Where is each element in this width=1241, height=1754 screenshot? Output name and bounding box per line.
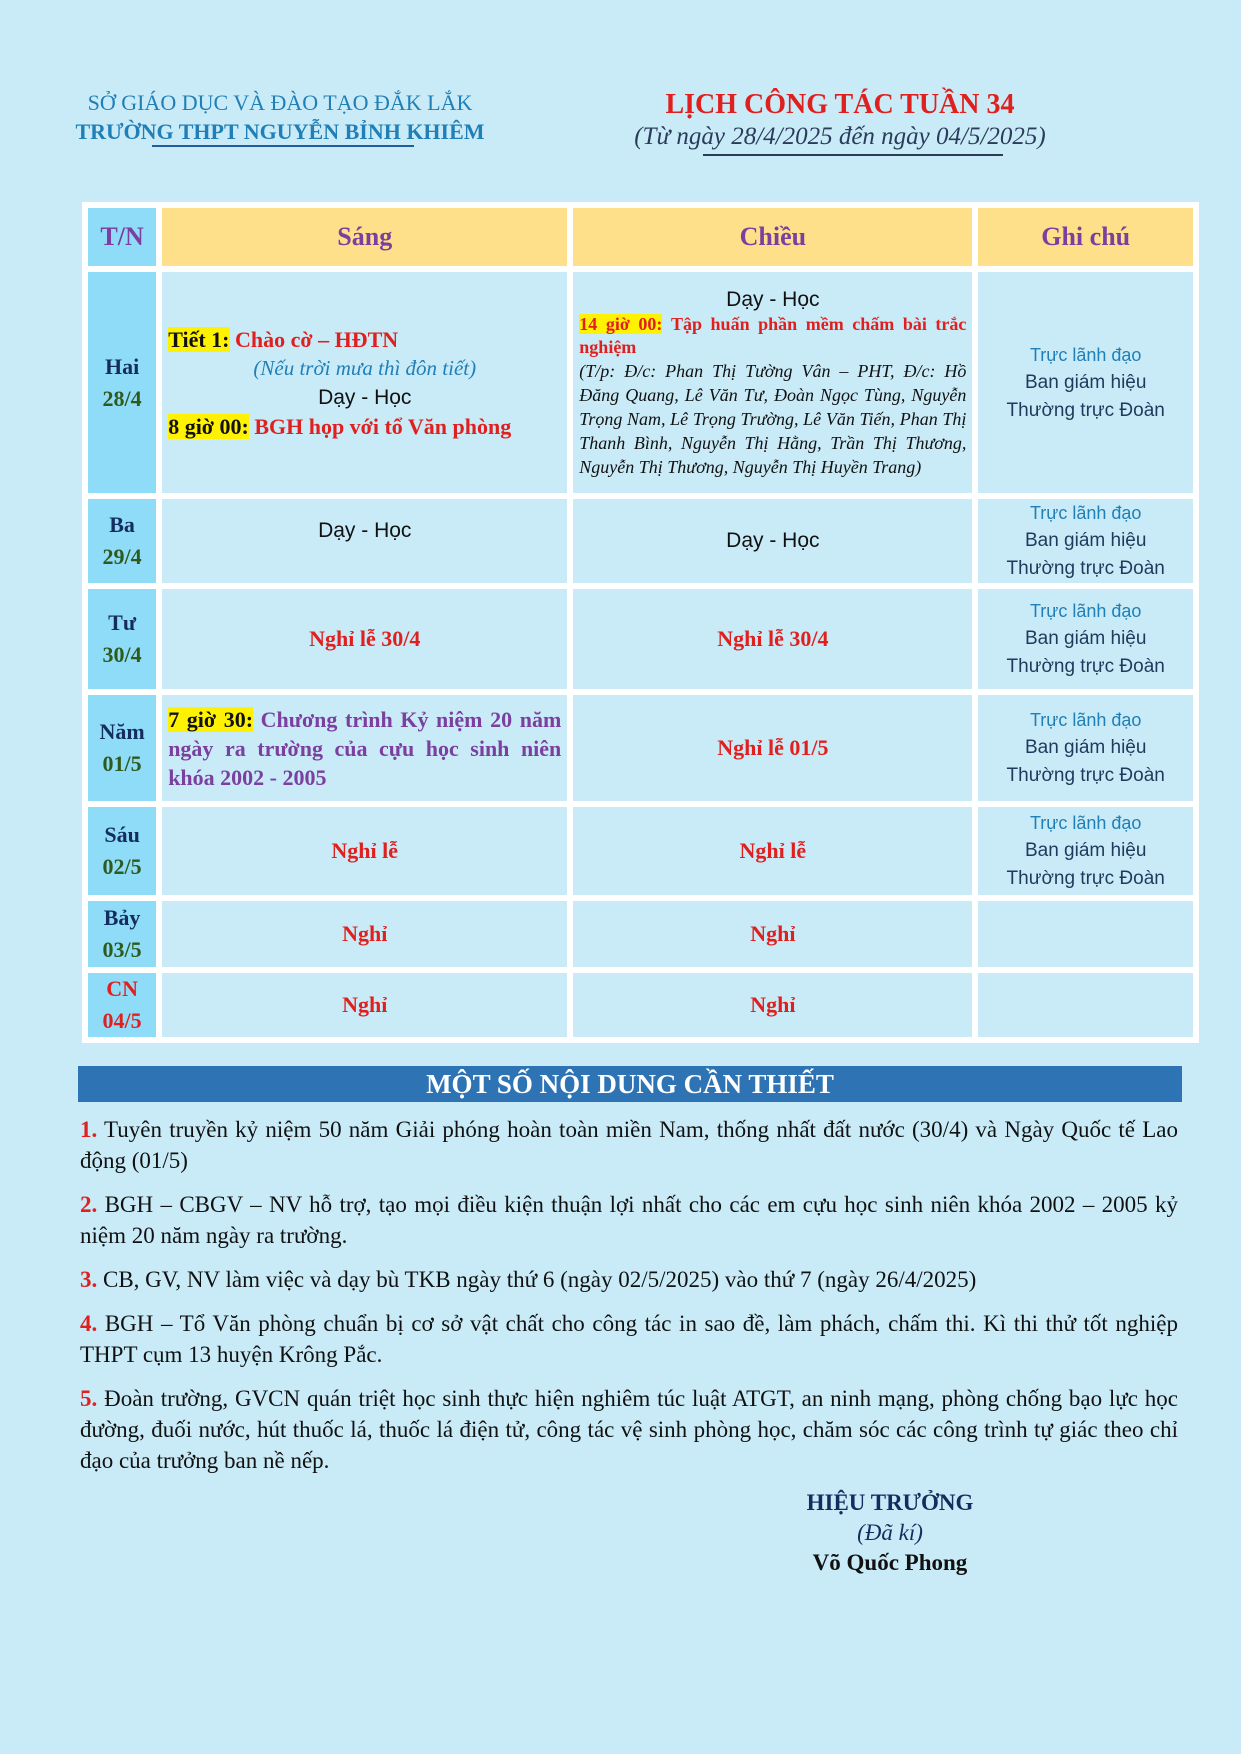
time-label: 8 giờ 00: [168,413,249,439]
table-row [88,589,1193,689]
item-number: 1. [80,1117,98,1142]
sang-line-4 [168,412,561,441]
table-row [88,695,1193,801]
note-line-1: Trực lãnh đạo [1029,710,1142,730]
note-line-1: Trực lãnh đạo [1029,601,1142,621]
item-number: 4. [80,1311,98,1336]
header-left [60,88,500,146]
note-line-1: Trực lãnh đạo [1029,344,1142,365]
note-cell [978,272,1193,493]
table-header-row [88,208,1193,266]
list-item [80,1383,1178,1476]
sang-cell [162,272,567,493]
sang-cell [162,695,567,801]
item-number: 5. [80,1386,98,1411]
list-item [80,1264,1178,1295]
item-text: BGH – CBGV – NV hỗ trợ, tạo mọi điều kiện thuận lợi nhất cho các em cựu học sinh niên khóa 2002 – 2005 kỷ niệm 20 năm ngày ra trường. [80,1192,1178,1248]
chieu-cell [573,272,972,493]
school-underline [152,145,414,147]
list-item [80,1308,1178,1370]
day-cell [88,695,156,801]
day-name: Bảy [103,905,141,930]
table-row [88,973,1193,1037]
sang-cell: Nghỉ [162,901,567,967]
section-banner: MỘT SỐ NỘI DUNG CẦN THIẾT [78,1066,1182,1102]
header-right [590,88,1090,152]
chieu-cell: Dạy - Học [573,499,972,583]
dept-name: SỞ GIÁO DỤC VÀ ĐÀO TẠO ĐẮK LẮK [87,90,473,115]
chieu-cell: Nghỉ [573,973,972,1037]
note-line-2: Ban giám hiệu [1024,737,1147,758]
chieu-event [579,313,966,359]
note-cell [978,973,1193,1037]
event-text: Chương trình Kỷ niệm 20 năm ngày ra trường của cựu học sinh niên khóa 2002 - 2005 [168,706,562,790]
item-text: CB, GV, NV làm việc và dạy bù TKB ngày thứ 6 (ngày 02/5/2025) vào thứ 7 (ngày 26/4/2025) [103,1267,977,1292]
signed-note: (Đã kí) [857,1520,923,1545]
table-row [88,272,1193,493]
note-line-2: Ban giám hiệu [1024,628,1147,649]
sang-cell: Dạy - Học [162,499,567,583]
school-name: TRƯỜNG THPT NGUYỄN BỈNH KHIÊM [75,119,485,144]
day-name: Ba [109,512,135,537]
note-cell [978,589,1193,689]
note-cell [978,901,1193,967]
item-text: Đoàn trường, GVCN quán triệt học sinh thực hiện nghiêm túc luật ATGT, an ninh mạng, phòng chống bạo lực học đường, đuối nước, hút thuốc lá, thuốc lá điện tử, công tác vệ sinh phòng học, chăm sóc các công trình tự giác theo chỉ đạo của trưởng ban nề nếp. [80,1386,1179,1473]
note-line-3: Thường trực Đoàn [1006,868,1165,889]
day-hoc: Dạy - Học [318,385,412,409]
event-text: BGH họp với tổ Văn phòng [254,413,512,439]
day-cell [88,973,156,1037]
header-sang: Sáng [162,208,567,266]
day-name: Năm [99,719,145,744]
table-row [88,901,1193,967]
note-line-3: Thường trực Đoàn [1006,765,1165,786]
item-text: BGH – Tổ Văn phòng chuẩn bị cơ sở vật chất cho công tác in sao đề, làm phách, chấm thi. Kì thi thử tốt nghiệp THPT cụm 13 huyện Krông Pắc. [80,1311,1178,1367]
day-date: 02/5 [102,854,142,879]
header-tn: T/N [88,208,156,266]
signer-name: Võ Quốc Phong [812,1550,968,1575]
note-cell [978,695,1193,801]
day-cell [88,499,156,583]
chieu-cell: Nghỉ lễ 01/5 [573,695,972,801]
header-ghichu: Ghi chú [978,208,1193,266]
schedule-title: LỊCH CÔNG TÁC TUẦN 34 [665,89,1015,120]
sang-cell: Nghỉ [162,973,567,1037]
schedule-date-range: (Từ ngày 28/4/2025 đến ngày 04/5/2025) [634,123,1046,150]
note-line-2: Ban giám hiệu [1024,840,1147,861]
chieu-cell: Nghỉ [573,901,972,967]
list-item [80,1189,1178,1251]
note-cell [978,807,1193,895]
note-cell [978,499,1193,583]
day-cell [88,272,156,493]
item-text: Tuyên truyền kỷ niệm 50 năm Giải phóng hoàn toàn miền Nam, thống nhất đất nước (30/4) và Ngày Quốc tế Lao động (01/5) [80,1117,1178,1173]
note-line-2: Ban giám hiệu [1024,371,1147,393]
day-date: 29/4 [102,544,142,569]
day-cell [88,901,156,967]
time-label: 7 giờ 30: [168,706,254,732]
participants: (T/p: Đ/c: Phan Thị Tường Vân – PHT, Đ/c: Hồ Đăng Quang, Lê Văn Tư, Đoàn Ngọc Tùng, Nguyễn Trọng Nam, Lê Trọng Trường, Lê Văn Tiến, Phan Thị Thanh Bình, Nguyễn Thị Hằng, Trần Thị Thương, Nguyễn Thị Thương, Nguyễn Thị Huyền Trang) [579,360,967,477]
sang-line-1 [168,325,561,354]
schedule-table [82,202,1199,1043]
day-date: 01/5 [102,751,142,776]
day-name: CN [106,976,138,1001]
item-number: 3. [80,1267,98,1292]
day-date: 30/4 [102,642,142,667]
chieu-cell: Nghỉ lễ 30/4 [573,589,972,689]
rain-note: (Nếu trời mưa thì đôn tiết) [253,355,477,380]
event-text: Chào cờ – HĐTN [235,326,399,352]
event-text: Tập huấn phần mềm chấm bài trắc nghiệm [579,313,967,357]
sang-cell: Nghỉ lễ [162,807,567,895]
range-underline [703,154,1003,156]
day-date: 03/5 [102,937,142,962]
day-cell [88,807,156,895]
note-line-2: Ban giám hiệu [1024,530,1147,551]
notice-list [80,1114,1178,1489]
list-item [80,1114,1178,1176]
day-name: Tư [108,610,137,635]
time-label: 14 giờ 00: [579,313,663,334]
time-label: Tiết 1: [168,326,230,352]
signer-role: HIỆU TRƯỞNG [806,1490,974,1515]
note-line-3: Thường trực Đoàn [1006,558,1165,579]
day-name: Hai [104,353,140,379]
note-line-1: Trực lãnh đạo [1029,503,1142,523]
sang-cell: Nghỉ lễ 30/4 [162,589,567,689]
day-date: 28/4 [102,385,142,411]
note-line-3: Thường trực Đoàn [1006,656,1165,677]
table-row [88,807,1193,895]
note-line-1: Trực lãnh đạo [1029,813,1142,833]
day-name: Sáu [104,822,140,847]
note-line-3: Thường trực Đoàn [1006,399,1165,421]
table-row [88,499,1193,583]
day-cell [88,589,156,689]
item-number: 2. [80,1192,98,1217]
day-hoc: Dạy - Học [726,287,820,311]
signature-block [750,1488,1030,1578]
header-chieu: Chiều [573,208,972,266]
chieu-cell: Nghỉ lễ [573,807,972,895]
day-date: 04/5 [102,1008,142,1033]
